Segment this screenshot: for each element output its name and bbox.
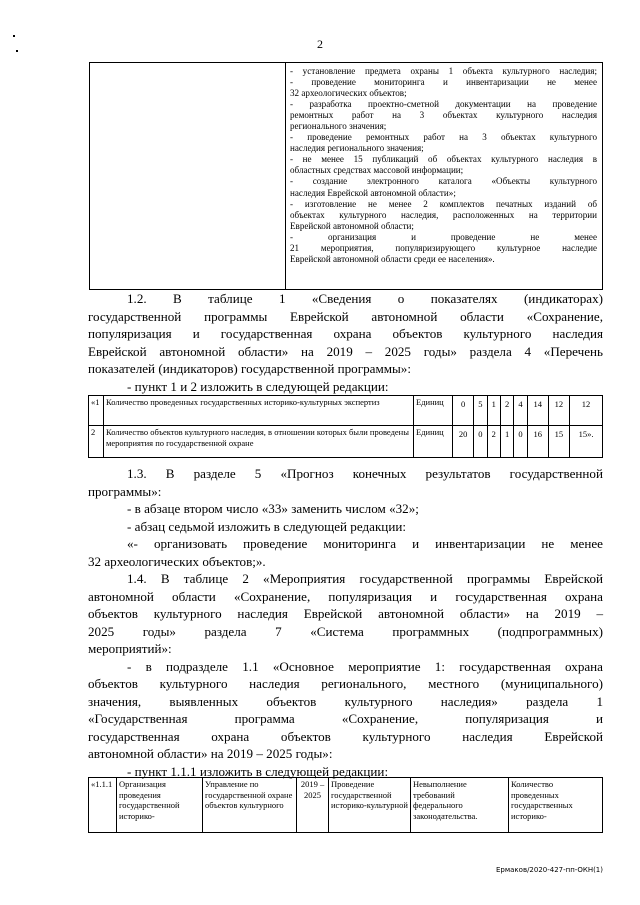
- text-line: мероприятий»:: [88, 641, 172, 656]
- text-line: государственной программы Еврейской автономной области «Сохранение,: [88, 308, 603, 324]
- indicator-value: 2: [487, 426, 500, 458]
- indicator-value: 15: [548, 426, 569, 458]
- result-line: регионального значения;: [290, 121, 387, 132]
- indicator-value: 12: [548, 396, 569, 426]
- measure-executor: Управление по государственной охране объектов культурного: [203, 778, 297, 833]
- indicator-value: 1: [487, 396, 500, 426]
- table-row: [89, 778, 603, 833]
- indicator-value: 15».: [570, 426, 603, 458]
- indicator-value: 2: [500, 396, 513, 426]
- measure-consequence: Невыполнение требований федерального законодательства.: [411, 778, 509, 833]
- result-line: - организация и проведение не менее: [290, 231, 597, 242]
- result-line: 21 мероприятия, популяризирующего культурное наследие: [290, 242, 597, 253]
- result-line: - не менее 15 публикаций об объектах культурного наследия в: [290, 154, 597, 165]
- indicator-value: 20: [453, 426, 474, 458]
- section-1-2: [88, 290, 603, 395]
- indicator-unit: Единиц: [414, 426, 453, 458]
- footer-reference: Ермаков/2020-427-пп-ОКН(1): [496, 866, 603, 874]
- table-row: [89, 396, 603, 426]
- text-line: «Государственная программа «Сохранение, популяризация и: [88, 711, 603, 726]
- measure-number: «1.1.1: [89, 778, 117, 833]
- text-line: объектов культурного наследия Еврейской автономной области» на 2019 –: [88, 606, 603, 621]
- indicator-value: 0: [514, 426, 527, 458]
- measures-table: [88, 777, 603, 833]
- result-line: - проведение мониторинга и инвентаризации не менее: [290, 77, 597, 88]
- indicators-table: [88, 395, 603, 458]
- row-number: «1: [89, 396, 104, 426]
- result-line: Еврейской автономной области;: [290, 220, 414, 231]
- indicator-name: Количество объектов культурного наследия, в отношении которых были проведены мероприятия по государственной охране: [104, 426, 414, 458]
- text-line: - в абзаце втором число «33» заменить числом «32»;: [127, 501, 419, 516]
- result-line: наследия регионального значения;: [290, 143, 424, 154]
- indicator-value: 1: [500, 426, 513, 458]
- result-line: - разработка проектно-сметной документации на проведение: [290, 99, 597, 110]
- text-line: 32 археологических объектов;».: [88, 553, 266, 569]
- indicator-value: 0: [474, 426, 487, 458]
- result-line: - проведение ремонтных работ на 3 объектах культурного: [290, 132, 597, 143]
- measure-period: 2019 – 2025: [297, 778, 329, 833]
- table-row: [89, 426, 603, 458]
- measure-name: Организация проведения государственной историко-: [117, 778, 203, 833]
- result-line: 32 археологических объектов;: [290, 88, 407, 99]
- text-line: значения, выявленных объектов культурного наследия» раздела 1: [88, 693, 603, 709]
- text-line: - в подразделе 1.1 «Основное мероприятие 1: государственная охрана: [127, 658, 603, 674]
- indicator-unit: Единиц: [414, 396, 453, 426]
- text-line: 2025 годы» раздела 7 «Система программных (подпрограммных): [88, 623, 603, 639]
- measure-result: Проведение государственной историко-культурной: [329, 778, 411, 833]
- indicator-value: 5: [474, 396, 487, 426]
- result-line: Еврейской автономной области среди ее населения».: [290, 253, 495, 264]
- section-1-4: [88, 570, 603, 780]
- text-line: автономной области» на 2019 – 2025 годы»:: [88, 746, 333, 761]
- text-line: 1.2. В таблице 1 «Сведения о показателях (индикаторах): [127, 291, 603, 306]
- result-line: наследия Еврейской автономной области»;: [290, 187, 456, 198]
- result-line: областных средствах массовой информации;: [290, 165, 464, 176]
- expected-results-cell: [290, 66, 597, 265]
- row-number: 2: [89, 426, 104, 458]
- indicator-value: 16: [527, 426, 548, 458]
- text-line: показателей (индикаторов) государственной программы»:: [88, 361, 411, 376]
- text-line: - абзац седьмой изложить в следующей редакции:: [127, 518, 406, 534]
- indicator-value: 12: [570, 396, 603, 426]
- section-1-3: [88, 465, 603, 570]
- text-line: программы»:: [88, 483, 162, 499]
- text-line: государственная охрана объектов культурного наследия Еврейской: [88, 728, 603, 744]
- measure-indicator: Количество проведенных государственных историко-: [509, 778, 603, 833]
- result-line: объектах культурного наследия, расположенных на территории: [290, 209, 597, 220]
- text-line: 1.4. В таблице 2 «Мероприятия государственной программы Еврейской: [127, 571, 603, 586]
- top-table-fragment: [89, 62, 603, 290]
- text-line: 1.3. В разделе 5 «Прогноз конечных результатов государственной: [127, 466, 603, 481]
- result-line: - изготовление не менее 2 комплектов печатных изданий об: [290, 198, 597, 209]
- text-line: объектов культурного наследия регионального, местного (муниципального): [88, 676, 603, 691]
- result-line: ремонтных работ на 3 объектах культурного наследия: [290, 110, 597, 121]
- text-line: Еврейской автономной области» на 2019 – 2025 годы» раздела 4 «Перечень: [88, 343, 603, 359]
- text-line: - пункт 1 и 2 изложить в следующей редакции:: [127, 378, 389, 394]
- result-line: - установление предмета охраны 1 объекта культурного наследия;: [290, 66, 597, 76]
- text-line: популяризация и государственная охрана объектов культурного наследия: [88, 326, 603, 341]
- text-line: автономной области «Сохранение, популяризация и государственная охрана: [88, 588, 603, 604]
- text-line: «- организовать проведение мониторинга и инвентаризации не менее: [127, 536, 603, 551]
- indicator-value: 0: [453, 396, 474, 426]
- indicator-name: Количество проведенных государственных историко-культурных экспертиз: [104, 396, 414, 426]
- indicator-value: 4: [514, 396, 527, 426]
- table-divider: [285, 63, 286, 289]
- result-line: - создание электронного каталога «Объекты культурного: [290, 176, 597, 187]
- indicator-value: 14: [527, 396, 548, 426]
- text-line: - пункт 1.1.1 изложить в следующей редакции:: [127, 763, 389, 779]
- page-number: 2: [317, 37, 323, 51]
